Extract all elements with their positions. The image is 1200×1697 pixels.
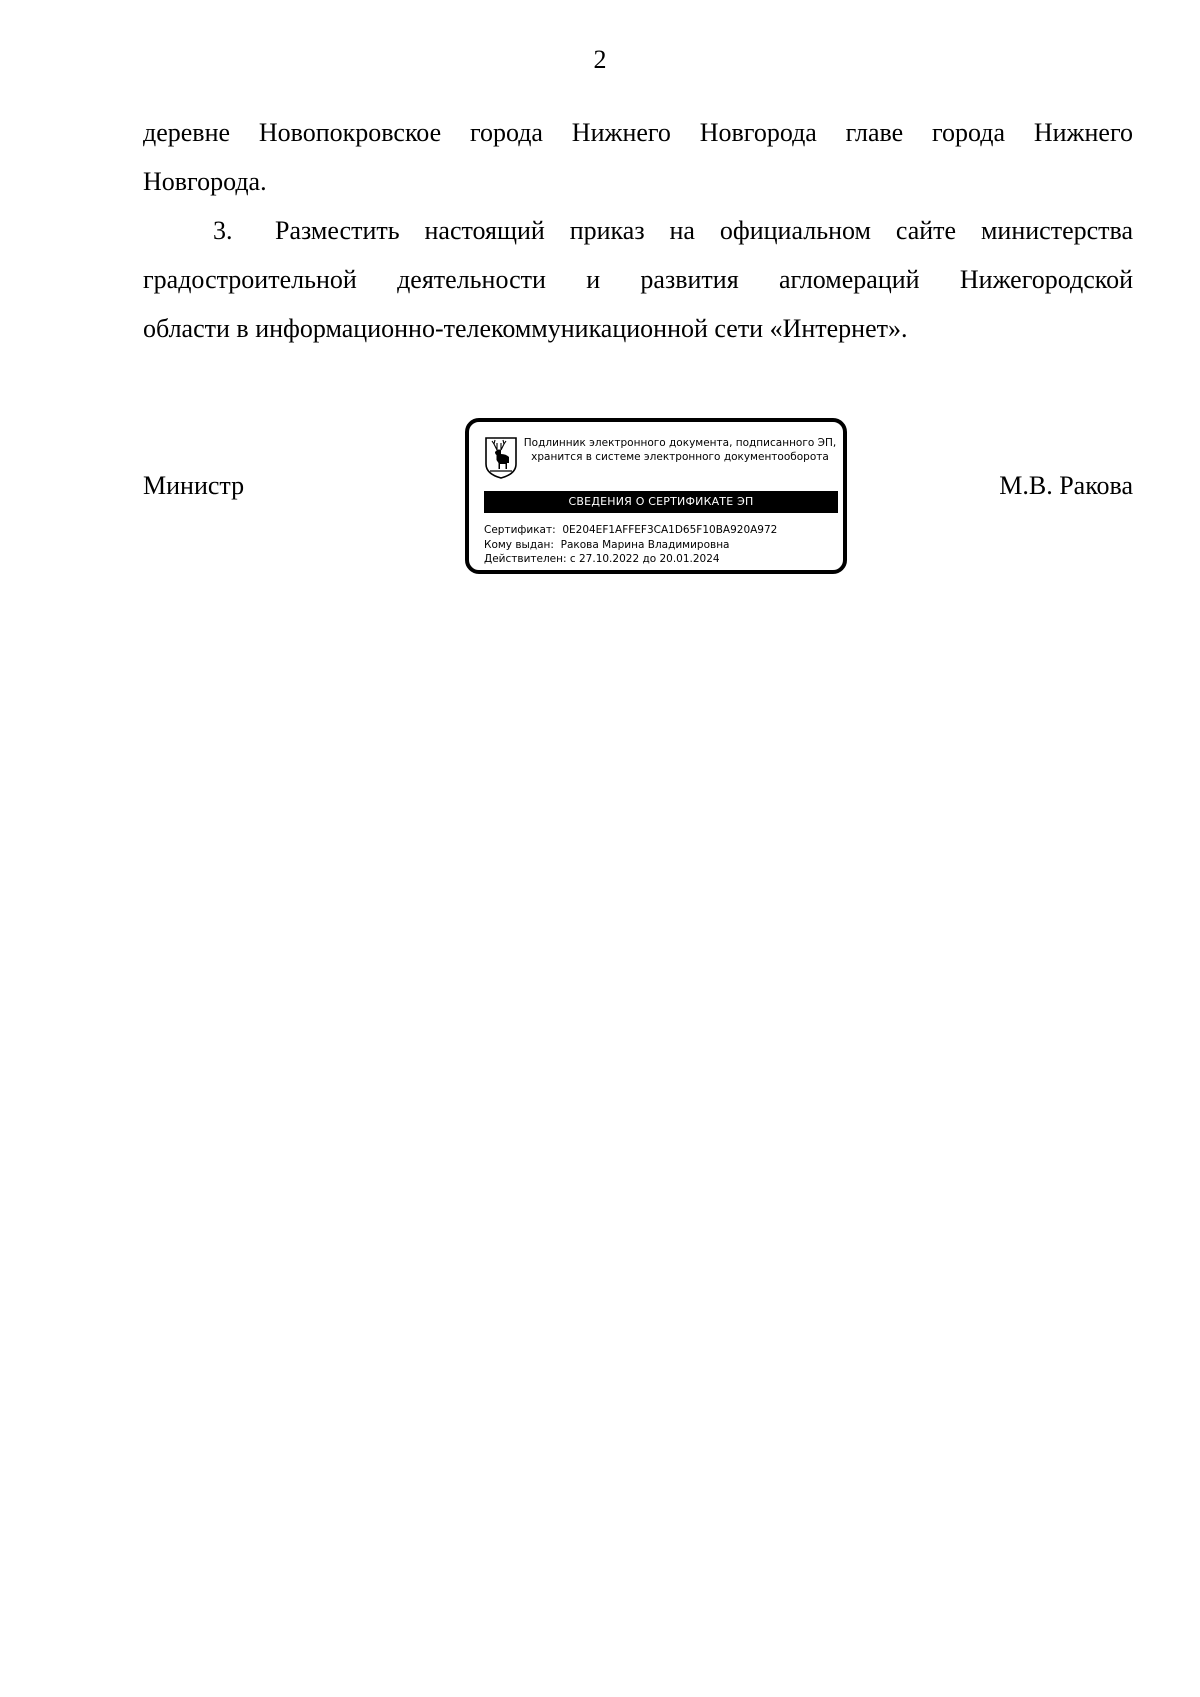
valid-label: Действителен:: [484, 553, 567, 565]
signer-position: Министр: [143, 471, 245, 500]
text-line: [143, 206, 1133, 255]
paragraph-3: [143, 206, 1133, 353]
issued-to-label: Кому выдан:: [484, 538, 554, 551]
paragraph-number: 3.: [213, 216, 233, 245]
text-line: деревне Новопокровское города Нижнего Новгорода главе города Нижнего: [143, 118, 1133, 147]
document-body: [143, 108, 1133, 353]
valid-row: [484, 552, 777, 567]
text-line-content: Разместить настоящий приказ на официальном сайте министерства: [275, 216, 1133, 245]
stamp-header-line: хранится в системе электронного документооборота: [531, 451, 829, 463]
issued-to-value: Ракова Марина Владимировна: [560, 538, 730, 551]
issued-to-row: [484, 538, 777, 553]
stamp-title-bar: СВЕДЕНИЯ О СЕРТИФИКАТЕ ЭП: [484, 491, 838, 513]
stamp-header-line: Подлинник электронного документа, подписанного ЭП,: [523, 437, 837, 449]
text-line: градостроительной деятельности и развития агломераций Нижегородской: [143, 265, 1133, 294]
signer-name: М.В. Ракова: [999, 471, 1133, 500]
valid-value: с 27.10.2022 до 20.01.2024: [569, 553, 720, 565]
certificate-row: [484, 523, 777, 538]
certificate-label: Сертификат:: [484, 524, 556, 536]
text-line: области в информационно-телекоммуникационной сети «Интернет».: [143, 314, 908, 343]
certificate-value: 0E204EF1AFFEF3CA1D65F10BA920A972: [562, 524, 778, 536]
electronic-signature-stamp: [465, 418, 847, 574]
stamp-header: [521, 436, 839, 464]
text-line: Новгорода.: [143, 167, 267, 196]
stamp-certificate-info: [484, 523, 777, 567]
paragraph-continuation: [143, 108, 1133, 206]
page-number: 2: [593, 45, 607, 74]
deer-emblem-icon: [484, 436, 518, 480]
